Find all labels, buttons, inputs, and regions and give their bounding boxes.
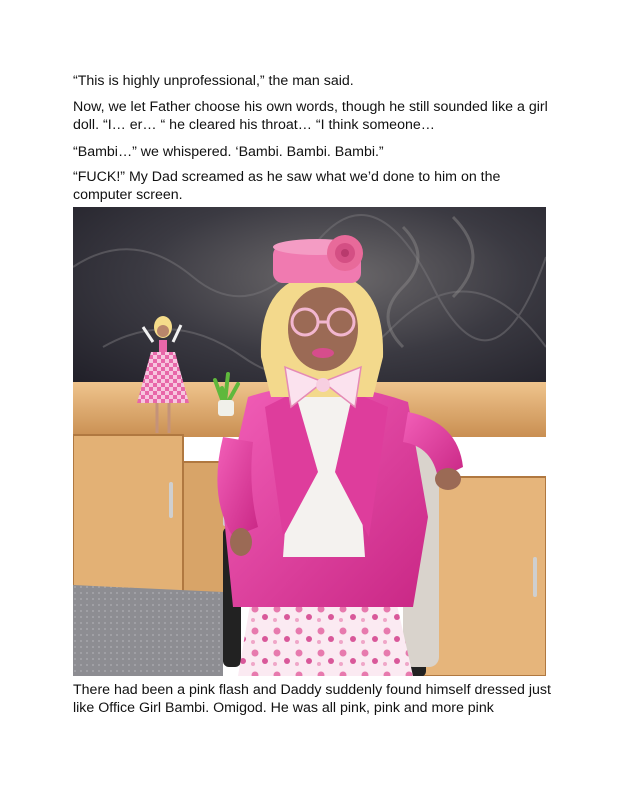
paragraph-1: “This is highly unprofessional,” the man said. (73, 73, 354, 89)
paragraph-4: “FUCK!” My Dad screamed as he saw what we’d done to him on the computer screen. (73, 169, 501, 203)
paragraph-2: Now, we let Father choose his own words, though he still sounded like a girl doll. “I… er… “ he cleared his throat… “I think someone… (73, 99, 548, 133)
paragraph-3: “Bambi…” we whispered. ‘Bambi. Bambi. Bambi.” (73, 144, 384, 160)
cabinet-handle-right (533, 557, 537, 597)
floor-carpet (73, 585, 223, 676)
paragraph-5: There had been a pink flash and Daddy suddenly found himself dressed just like Office Girl Bambi. Omigod. He was all pink, pink and more pink (73, 682, 551, 716)
cabinet-handle-left (169, 482, 173, 518)
story-illustration (73, 207, 546, 676)
cabinet-left (73, 435, 183, 610)
